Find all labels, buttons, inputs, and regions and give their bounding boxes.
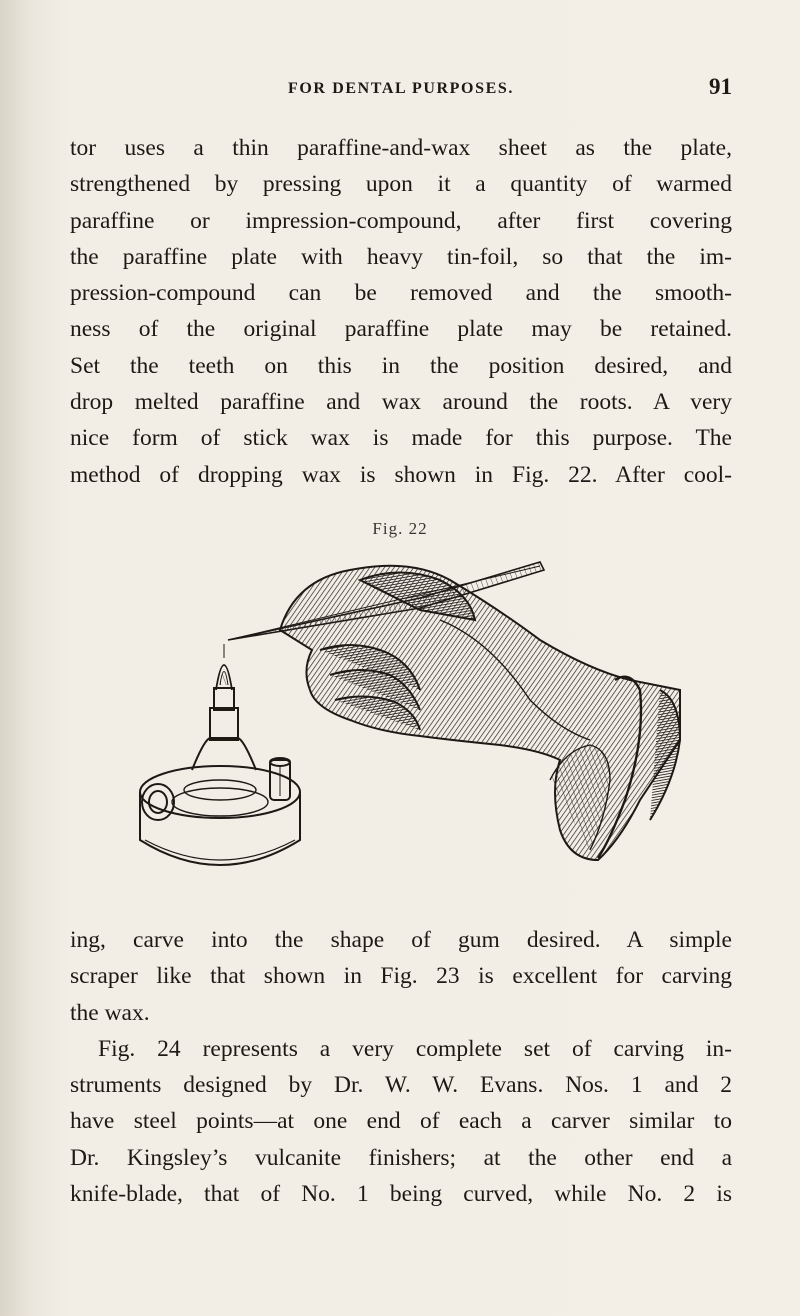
- figure-caption: Fig. 22: [372, 519, 428, 538]
- text-line: struments designed by Dr. W. W. Evans. Nos. 1 and 2: [70, 1072, 732, 1099]
- page-number: 91: [709, 74, 732, 99]
- text-line: Fig. 24 represents a very complete set of carving in-: [98, 1035, 732, 1062]
- text-line: scraper like that shown in Fig. 23 is excellent for carving: [70, 963, 732, 990]
- text-line: Set the teeth on this in the position desired, and: [70, 352, 732, 379]
- text-line: ing, carve into the shape of gum desired. A simple: [70, 927, 732, 953]
- running-title: FOR DENTAL PURPOSES.: [288, 80, 514, 97]
- text-line: paraffine or impression-compound, after first covering: [70, 207, 732, 234]
- text-line: strengthened by pressing upon it a quantity of warmed: [70, 171, 732, 198]
- text-line: drop melted paraffine and wax around the roots. A very: [70, 389, 732, 416]
- text-line: the paraffine plate with heavy tin-foil, so that the im-: [70, 243, 732, 270]
- figure-illustration: [120, 540, 700, 900]
- text-line: nice form of stick wax is made for this purpose. The: [70, 425, 732, 452]
- paragraph-bottom: [70, 922, 732, 1212]
- paragraph-top: [70, 130, 732, 493]
- text-line: Dr. Kingsley’s vulcanite finishers; at the other end a: [70, 1144, 732, 1171]
- lamp-base: [140, 758, 300, 865]
- text-line: tor uses a thin paraffine-and-wax sheet as the plate,: [70, 135, 732, 161]
- running-head: [70, 74, 732, 104]
- text-line: have steel points—at one end of each a carver similar to: [70, 1108, 732, 1135]
- text-line: ness of the original paraffine plate may be retained.: [70, 316, 732, 343]
- text-line: the wax.: [70, 999, 150, 1026]
- text-line: pression-compound can be removed and the smooth-: [70, 280, 732, 307]
- text-line: knife-blade, that of No. 1 being curved, while No. 2 is: [70, 1181, 732, 1208]
- hand: [280, 566, 680, 860]
- lamp-wick: [192, 644, 256, 770]
- text-line: method of dropping wax is shown in Fig. 22. After cool-: [70, 461, 732, 488]
